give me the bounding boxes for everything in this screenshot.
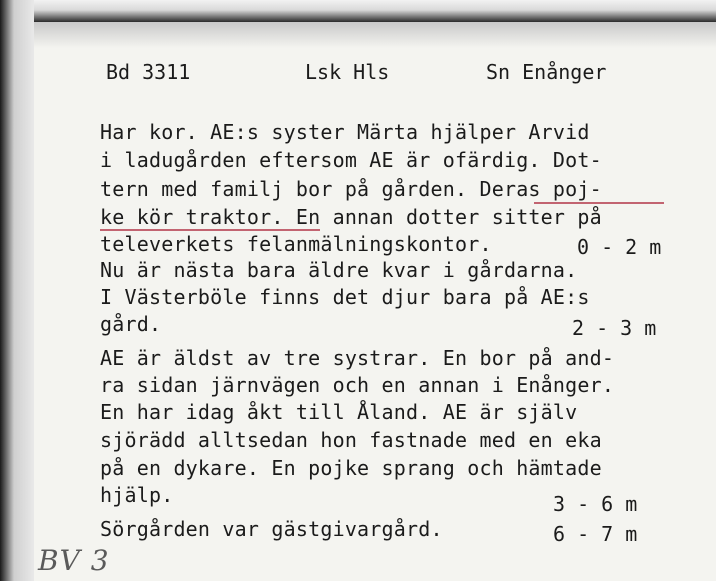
card-socken: Sn Enånger — [486, 60, 607, 84]
film-edge-top — [34, 0, 716, 22]
amount-3: 3 - 6 m — [553, 492, 638, 516]
text-line-10: ra sidan järnvägen och en annan i Enånger. — [100, 373, 615, 397]
amount-4: 6 - 7 m — [553, 522, 638, 546]
text-line-15: Sörgården var gästgivargård. — [100, 517, 443, 541]
text-line-13: på en dykare. En pojke sprang och hämtade — [100, 456, 602, 480]
card-id: Bd 3311 — [106, 60, 191, 84]
text-line-8: gård. — [100, 312, 162, 336]
handwritten-underline-1 — [534, 202, 664, 204]
handwritten-underline-2 — [100, 229, 320, 231]
text-line-2: i ladugården eftersom AE är ofärdig. Dot- — [100, 148, 602, 172]
amount-1: 0 - 2 m — [577, 235, 662, 259]
card-top-shadow — [34, 22, 716, 48]
text-line-14: hjälp. — [100, 483, 174, 507]
text-line-4: ke kör traktor. En annan dotter sitter på — [100, 205, 602, 229]
text-line-11: En har idag åkt till Åland. AE är själv — [100, 400, 578, 424]
text-line-1: Har kor. AE:s syster Märta hjälper Arvid — [100, 120, 590, 144]
text-line-3: tern med familj bor på gården. Deras poj- — [100, 177, 602, 201]
film-edge-left — [0, 0, 34, 581]
text-line-7: I Västerböle finns det djur bara på AE:s — [100, 285, 590, 309]
handwritten-archive-mark: BV 3 — [38, 544, 110, 577]
card-landskap: Lsk Hls — [305, 60, 390, 84]
text-line-9: AE är äldst av tre systrar. En bor på and- — [100, 346, 615, 370]
text-line-5: televerkets felanmälningskontor. — [100, 232, 492, 256]
amount-2: 2 - 3 m — [572, 316, 657, 340]
text-line-6: Nu är nästa bara äldre kvar i gårdarna. — [100, 258, 578, 282]
text-line-12: sjörädd alltsedan hon fastnade med en eka — [100, 428, 602, 452]
